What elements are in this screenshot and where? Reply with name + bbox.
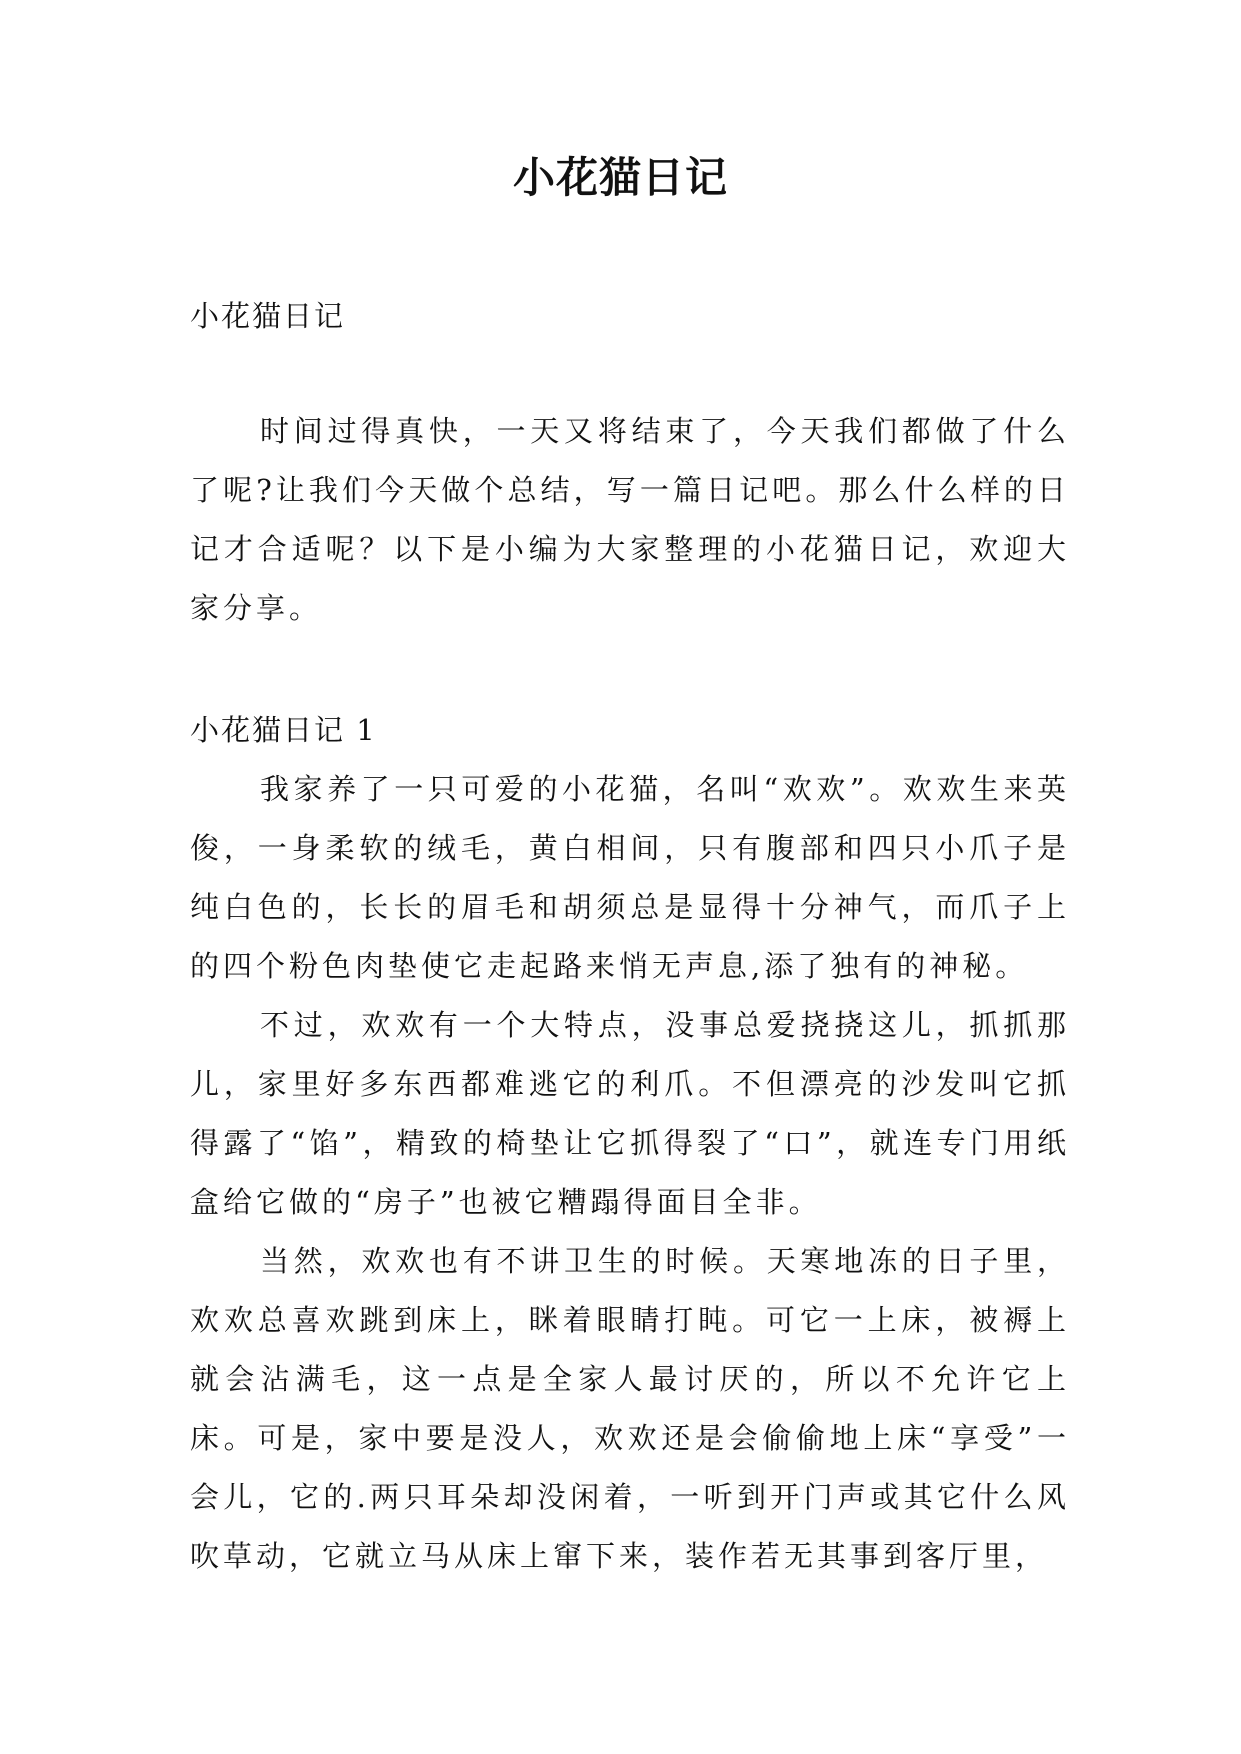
body-paragraph: 不过，欢欢有一个大特点，没事总爱挠挠这儿，抓抓那儿，家里好多东西都难逃它的利爪。不但漂亮的沙发叫它抓得露了“馅”，精致的椅垫让它抓得裂了“口”，就连专门用纸盒给它做的“房子”也被它糟蹋得面目全非。 [190, 1008, 1070, 1219]
spacer [190, 638, 1070, 700]
body-paragraph: 我家养了一只可爱的小花猫，名叫“欢欢”。欢欢生来英俊，一身柔软的绒毛，黄白相间，只有腹部和四只小爪子是纯白色的，长长的眉毛和胡须总是显得十分神气，而爪子上的四个粉色肉垫使它走起路来悄无声息,添了独有的神秘。 [190, 772, 1070, 983]
document-body [190, 286, 1070, 1586]
section-heading: 小花猫日记 1 [190, 713, 377, 747]
document-title: 小花猫日记 [512, 153, 728, 202]
spacer [190, 346, 1070, 402]
document-subtitle: 小花猫日记 [190, 299, 346, 333]
body-paragraph: 当然，欢欢也有不讲卫生的时候。天寒地冻的日子里，欢欢总喜欢跳到床上，眯着眼睛打盹。可它一上床，被褥上就会沾满毛，这一点是全家人最讨厌的，所以不允许它上床。可是，家中要是没人，欢欢还是会偷偷地上床“享受”一会儿，它的.两只耳朵却没闲着，一听到开门声或其它什么风吹草动，它就立马从床上窜下来，装作若无其事到客厅里， [190, 1244, 1070, 1573]
intro-paragraph: 时间过得真快，一天又将结束了，今天我们都做了什么了呢?让我们今天做个总结，写一篇日记吧。那么什么样的日记才合适呢？以下是小编为大家整理的小花猫日记，欢迎大家分享。 [190, 414, 1070, 625]
